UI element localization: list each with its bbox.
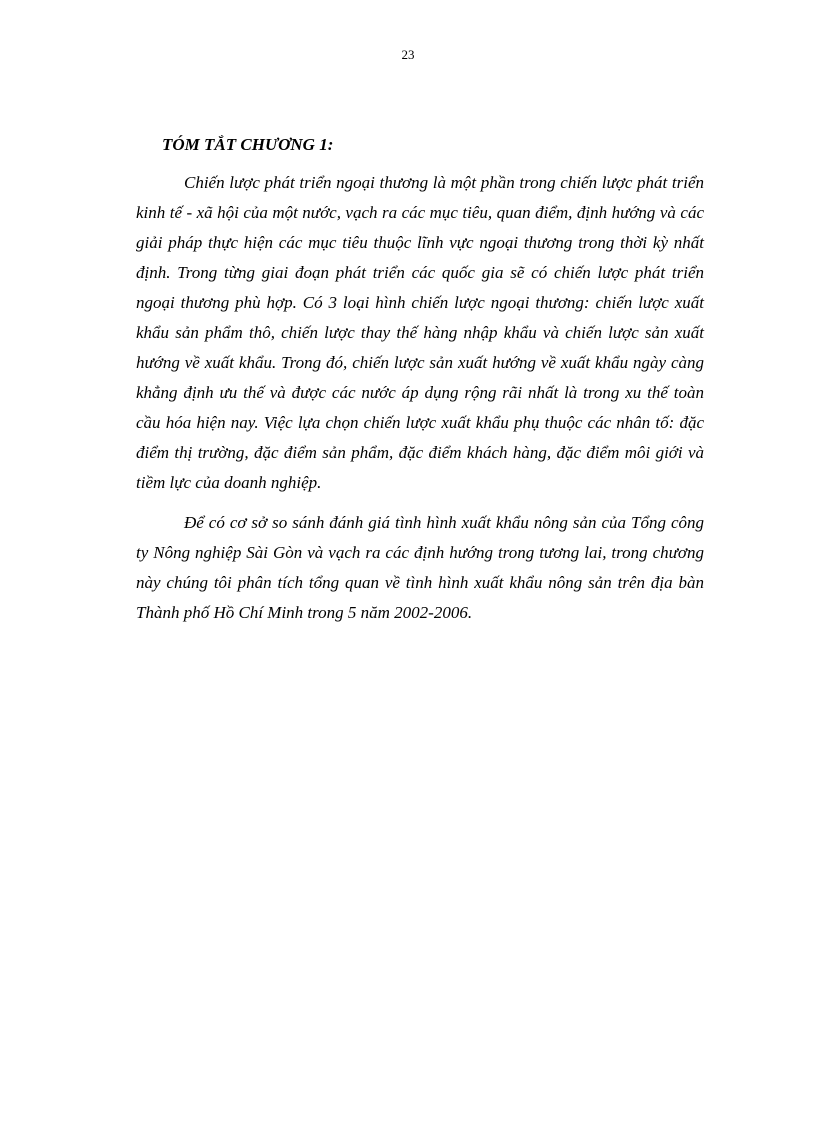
chapter-summary — [136, 130, 704, 628]
page-number: 23 — [401, 47, 415, 62]
summary-paragraph-strategy: Chiến lược phát triển ngoại thương là một phần trong chiến lược phát triển kinh tế - xã hội của một nước, vạch ra các mục tiêu, quan điểm, định hướng và các giải pháp thực hiện các mục tiêu thuộc lĩnh vực ngoại thương trong thời kỳ nhất định. Trong từng giai đoạn phát triển các quốc gia sẽ có chiến lược phát triển ngoại thương phù hợp. Có 3 loại hình chiến lược ngoại thương: chiến lược xuất khẩu sản phẩm thô, chiến lược thay thế hàng nhập khẩu và chiến lược sản xuất hướng về xuất khẩu. Trong đó, chiến lược sản xuất hướng về xuất khẩu ngày càng khẳng định ưu thế và được các nước áp dụng rộng rãi nhất là trong xu thế toàn cầu hóa hiện nay. Việc lựa chọn chiến lược xuất khẩu phụ thuộc các nhân tố: đặc điểm thị trường, đặc điểm sản phẩm, đặc điểm khách hàng, đặc điểm môi giới và tiềm lực của doanh nghiệp. — [136, 173, 704, 492]
summary-paragraph-scope: Để có cơ sở so sánh đánh giá tình hình xuất khẩu nông sản của Tổng công ty Nông nghiệp Sài Gòn và vạch ra các định hướng trong tương lai, trong chương này chúng tôi phân tích tổng quan về tình hình xuất khẩu nông sản trên địa bàn Thành phố Hồ Chí Minh trong 5 năm 2002-2006. — [136, 513, 704, 622]
chapter-summary-heading: TÓM TẮT CHƯƠNG 1: — [162, 135, 334, 154]
